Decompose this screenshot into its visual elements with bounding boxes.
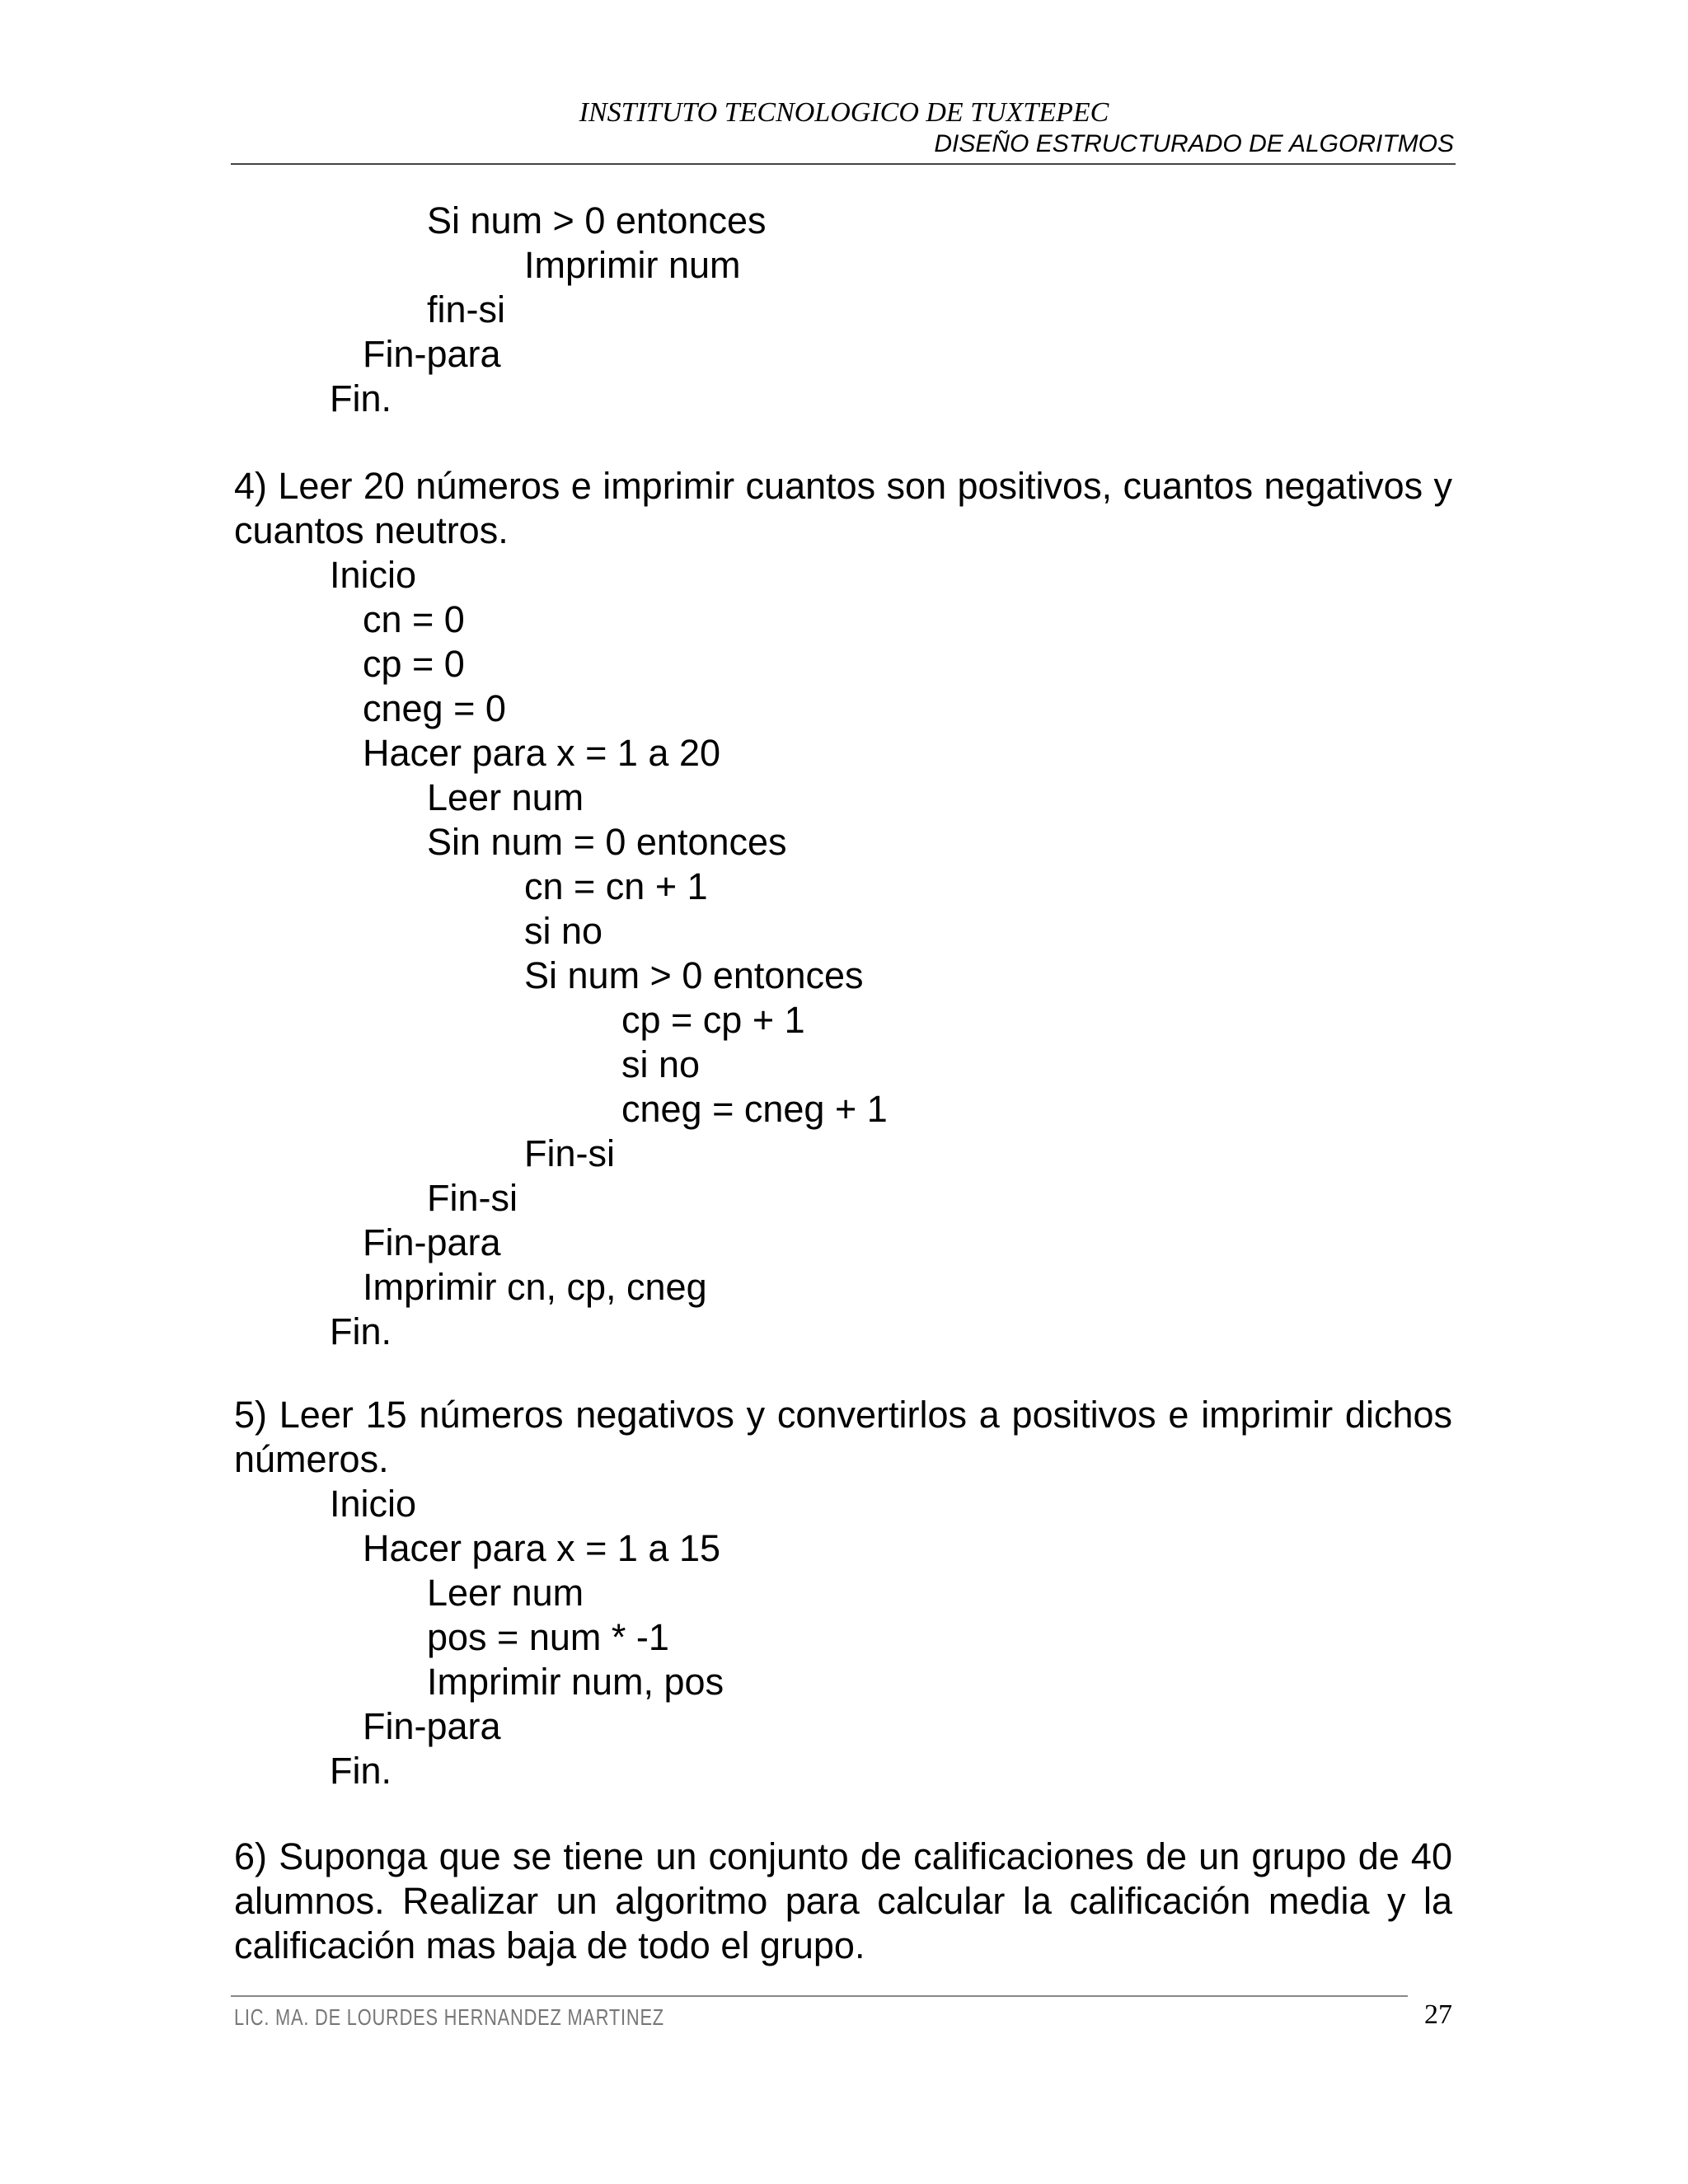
code-line: Fin. <box>330 377 392 419</box>
code-line: Si num > 0 entonces <box>524 954 864 996</box>
code-line: cneg = 0 <box>363 687 506 729</box>
exercise-statement: 4) Leer 20 números e imprimir cuantos son positivos, cuantos negativos y cuantos neutros. <box>234 465 1452 551</box>
code-line: cneg = cneg + 1 <box>621 1088 888 1130</box>
exercise-statement: 6) Suponga que se tiene un conjunto de calificaciones de un grupo de 40 alumnos. Realizar un algoritmo para calcular la calificación media y la calificación mas baja de todo el grupo. <box>234 1835 1452 1966</box>
code-line: cp = cp + 1 <box>621 999 805 1041</box>
code-line: Fin-si <box>524 1132 615 1174</box>
code-line: cn = cn + 1 <box>524 865 708 907</box>
author-name: LIC. MA. DE LOURDES HERNANDEZ MARTINEZ <box>234 2004 664 2030</box>
code-line: Inicio <box>330 554 417 596</box>
code-line: Fin. <box>330 1310 392 1352</box>
code-line: si no <box>524 910 603 952</box>
code-line: Hacer para x = 1 a 15 <box>363 1527 721 1569</box>
code-line: Fin-si <box>427 1177 518 1219</box>
code-line: Leer num <box>427 776 584 818</box>
code-line: Leer num <box>427 1572 584 1614</box>
code-line: pos = num * -1 <box>427 1616 669 1658</box>
institute-name: INSTITUTO TECNOLOGICO DE TUXTEPEC <box>579 97 1109 128</box>
code-line: fin-si <box>427 288 506 330</box>
code-line: Fin-para <box>363 333 501 375</box>
code-line: Sin num = 0 entonces <box>427 821 787 863</box>
code-line: Fin-para <box>363 1221 501 1263</box>
code-line: Fin. <box>330 1750 392 1792</box>
code-line: si no <box>621 1043 701 1085</box>
code-line: Inicio <box>330 1483 417 1525</box>
footer-divider <box>231 1995 1408 1997</box>
code-line: Imprimir num, pos <box>427 1661 724 1703</box>
exercise-statement: 5) Leer 15 números negativos y convertirlos a positivos e imprimir dichos números. <box>234 1394 1452 1480</box>
code-line: Fin-para <box>363 1705 501 1747</box>
code-line: Imprimir cn, cp, cneg <box>363 1266 707 1308</box>
code-line: Si num > 0 entonces <box>427 199 767 241</box>
course-title: DISEÑO ESTRUCTURADO DE ALGORITMOS <box>934 130 1454 157</box>
header-divider <box>231 163 1456 165</box>
code-line: Hacer para x = 1 a 20 <box>363 732 721 774</box>
code-line: cp = 0 <box>363 643 465 685</box>
code-line: cn = 0 <box>363 598 465 640</box>
page-number: 27 <box>1424 1999 1452 2030</box>
code-line: Imprimir num <box>524 244 741 286</box>
